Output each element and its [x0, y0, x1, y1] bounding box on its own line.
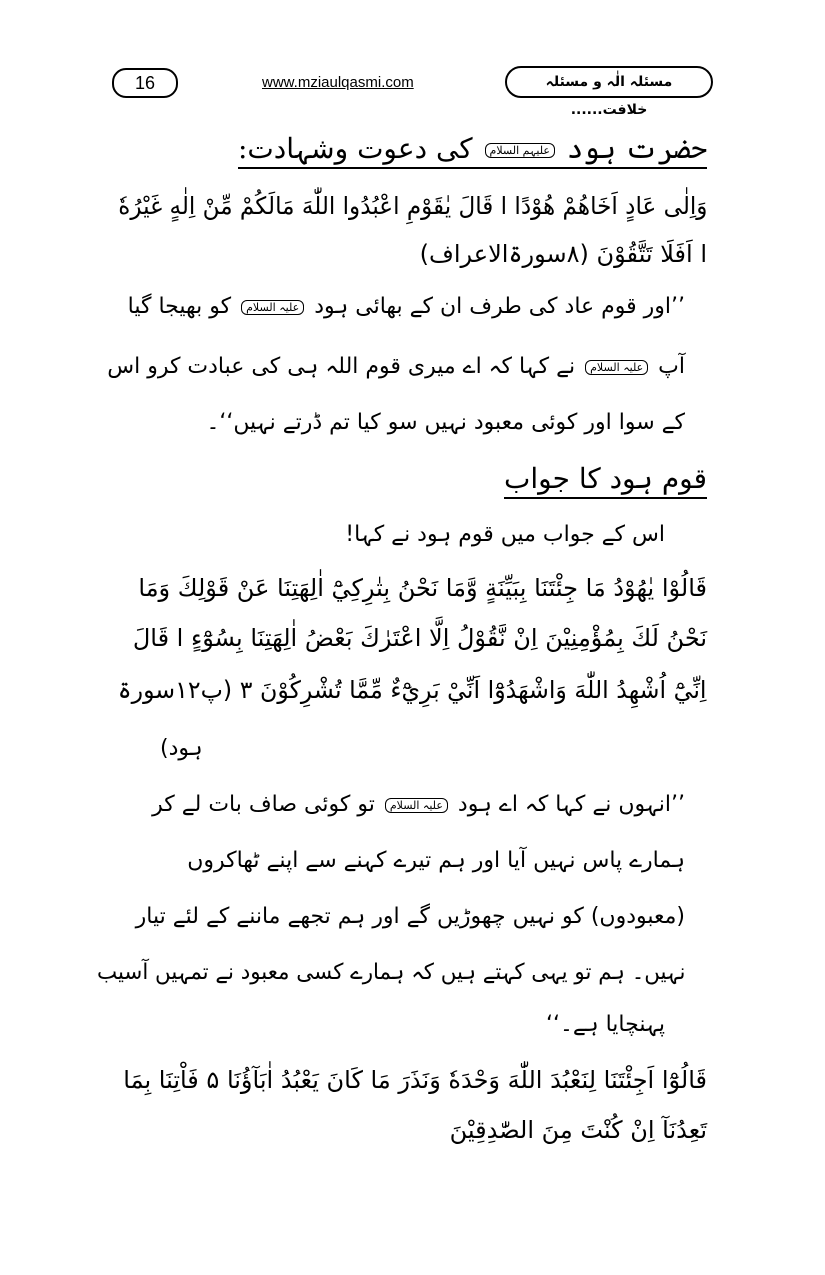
translation-line: [152, 792, 685, 817]
translation-line: [128, 294, 685, 319]
ayah-line: اِنِّيْٓ اُشْهِدُ اللّٰهَ وَاشْهَدُوْٓا اَنِّيْ بَرِيْٓءٌ مِّمَّا تُشْرِكُوْنَ ۳ (پ۱۲سورۃ: [118, 676, 707, 704]
translation-text: آپ: [658, 354, 685, 379]
translation-text: تو کوئی صاف بات لے کر: [152, 792, 375, 817]
section-heading-jawab: قوم ہود کا جواب: [504, 462, 707, 499]
translation-text: ’’انہوں نے کہا کہ اے ہود: [457, 792, 685, 817]
translation-line: پہنچایا ہے۔‘‘: [545, 1012, 665, 1037]
translation-line: [107, 354, 685, 379]
translation-text: نے کہا کہ اے میری قوم اللہ ہی کی عبادت کرو اس: [107, 354, 576, 379]
ayah-line: وَاِلٰی عَادٍ اَخَاهُمْ هُوْدًا ا قَالَ يٰقَوْمِ اعْبُدُوا اللّٰهَ مَالَكُمْ مِّنْ اِلٰهٍ غَيْرُهٗ: [117, 192, 707, 220]
ayah-line: نَحْنُ لَكَ بِمُؤْمِنِيْنَ اِنْ نَّقُوْلُ اِلَّا اعْتَرٰكَ بَعْضُ اٰلِهَتِنَا بِسُوْٓءٍ ا قَالَ: [132, 624, 707, 652]
honorific-seal-icon: علیہ السلام: [241, 300, 304, 315]
translation-text: ’’اور قوم عاد کی طرف ان کے بھائی ہود: [314, 294, 685, 319]
ayah-line: قَالُوْٓا اَجِئْتَنَا لِنَعْبُدَ اللّٰهَ وَحْدَهٗ وَنَذَرَ مَا كَانَ يَعْبُدُ اٰبَآؤُنَا ۵ فَاْتِنَا بِمَا: [123, 1066, 707, 1094]
translation-text: کو بھیجا گیا: [127, 294, 232, 319]
ayah-line: قَالُوْا يٰهُوْدُ مَا جِئْتَنَا بِبَيِّنَةٍ وَّمَا نَحْنُ بِتٰرِكِيْٓ اٰلِهَتِنَا عَنْ قَوْلِكَ وَمَا: [138, 574, 707, 602]
website-link[interactable]: www.mziaulqasmi.com: [262, 74, 414, 91]
intro-line: اس کے جواب میں قوم ہود نے کہا!: [345, 522, 665, 547]
translation-line: نہیں۔ ہم تو یہی کہتے ہیں کہ ہمارے کسی معبود نے تمہیں آسیب: [96, 960, 685, 985]
book-title: مسئلہ الٰہ و مسئلہ خلافت......: [505, 66, 713, 98]
heading-text-part2: کی دعوت وشہادت:: [237, 132, 473, 165]
honorific-seal-icon: علیہ السلام: [585, 360, 648, 375]
honorific-seal-icon: علیہم السلام: [485, 143, 555, 158]
ayah-line: ا اَفَلَا تَتَّقُوْنَ (۸سورۃالاعراف): [419, 240, 707, 268]
honorific-seal-icon: علیہ السلام: [385, 798, 448, 813]
ayah-line: ہود): [160, 736, 203, 761]
section-heading-dawat: [238, 132, 707, 169]
translation-line: کے سوا اور کوئی معبود نہیں سو کیا تم ڈرتے نہیں‘‘۔: [206, 410, 685, 435]
ayah-line: تَعِدُنَآ اِنْ كُنْتَ مِنَ الصّٰدِقِيْنَ: [449, 1116, 707, 1144]
translation-line: ہمارے پاس نہیں آیا اور ہم تیرے کہنے سے اپنے ٹھاکروں: [187, 848, 685, 873]
translation-line: (معبودوں) کو نہیں چھوڑیں گے اور ہم تجھے ماننے کے لئے تیار: [135, 904, 685, 929]
heading-text-part1: حضرت ہود: [566, 132, 707, 165]
page-number: 16: [112, 68, 178, 98]
